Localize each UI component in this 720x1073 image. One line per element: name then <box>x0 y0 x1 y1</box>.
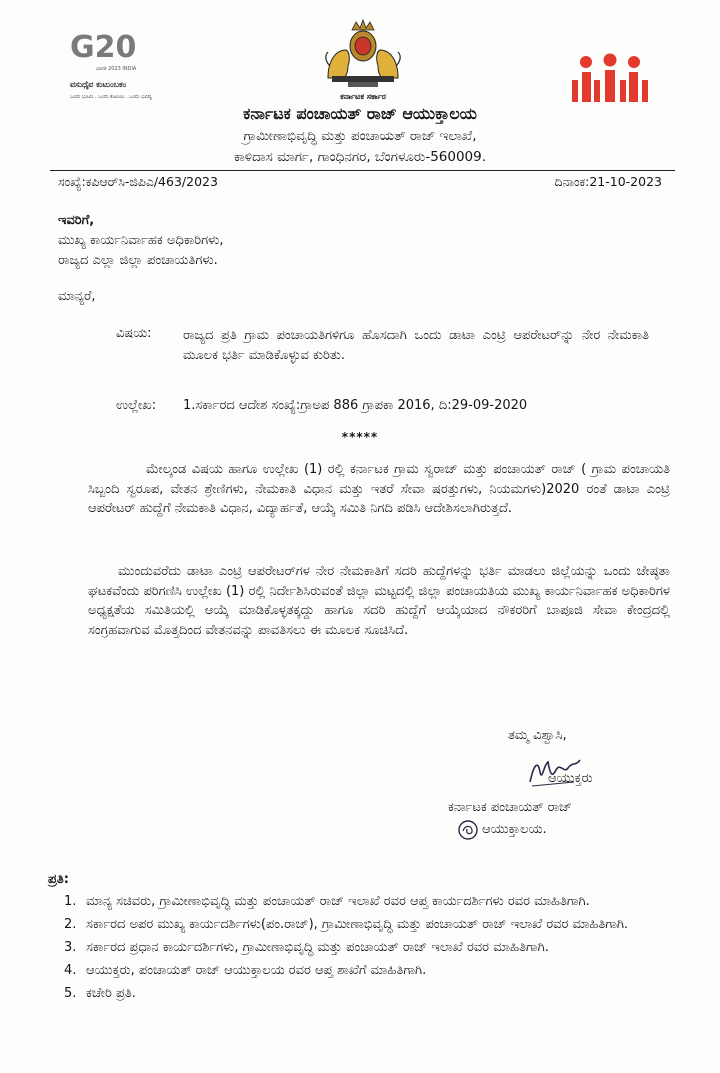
list-item-text: ಆಯುಕ್ತರು, ಪಂಚಾಯತ್ ರಾಜ್ ಆಯುಕ್ತಾಲಯ ರವರ ಆಪ್ತ ಶಾಖೆಗೆ ಮಾಹಿತಿಗಾಗಿ. <box>86 963 427 978</box>
list-item <box>48 984 673 1003</box>
list-item-number: 1. <box>64 894 77 909</box>
reference-label: ಉಲ್ಲೇಖ: <box>116 398 157 413</box>
body-paragraph-1: ಮೇಲ್ಕಂಡ ವಿಷಯ ಹಾಗೂ ಉಲ್ಲೇಖ (1) ರಲ್ಲಿ ಕರ್ನಾಟಕ ಗ್ರಾಮ ಸ್ವರಾಜ್ ಮತ್ತು ಪಂಚಾಯತ್ ರಾಜ್ ( ಗ್ರಾಮ ಪಂಚಾಯತಿ ಸಿಬ್ಬಂದಿ ಸ್ವರೂಪ, ವೇತನ ಶ್ರೇಣಿಗಳು, ನೇಮಕಾತಿ ವಿಧಾನ ಮತ್ತು ಇತರೆ ಸೇವಾ ಷರತ್ತುಗಳು, ನಿಯಮಗಳು)2020 ರಂತೆ ಡಾಟಾ ಎಂಟ್ರಿ ಆಪರೇಟರ್ ಹುದ್ದೆಗೆ ನೇಮಕಾತಿ ವಿಧಾನ, ವಿದ್ಯಾರ್ಹತೆ, ಆಯ್ಕೆ ಸಮಿತಿ ನಿಗದಿ ಪಡಿಸಿ ಆದೇಶಿಸಲಾಗಿರುತ್ತದೆ. <box>88 462 670 517</box>
list-item-number: 2. <box>64 917 77 932</box>
separator: ***** <box>341 430 379 444</box>
subject-label: ವಿಷಯ: <box>116 326 152 341</box>
list-item-text: ಮಾನ್ಯ ಸಚಿವರು, ಗ್ರಾಮೀಣಾಭಿವೃದ್ಧಿ ಮತ್ತು ಪಂಚಾಯತ್ ರಾಜ್ ಇಲಾಖೆ ರವರ ಆಪ್ತ ಕಾರ್ಯದರ್ಶಿಗಳು ರವರ ಮಾಹಿತಿಗಾಗಿ. <box>86 894 590 909</box>
list-item <box>48 961 673 980</box>
addressee-line-1: ಮುಖ್ಯ ಕಾರ್ಯನಿರ್ವಾಹಕ ಅಧಿಕಾರಿಗಳು, <box>58 233 224 248</box>
addressee-heading: ಇವರಿಗೆ, <box>58 213 95 228</box>
signatory-org-line-1: ಕರ್ನಾಟಕ ಪಂಚಾಯತ್ ರಾಜ್ <box>448 800 573 815</box>
office-address: ಕಾಳಿದಾಸ ಮಾರ್ಗ, ಗಾಂಧಿನಗರ, ಬೆಂಗಳೂರು-560009. <box>233 149 487 165</box>
g20-logo-block <box>70 32 180 114</box>
office-title: ಕರ್ನಾಟಕ ಪಂಚಾಯತ್ ರಾಜ್ ಆಯುಕ್ತಾಲಯ <box>243 104 477 123</box>
reference-number: ಸಂಖ್ಯೆ:ಕಪಿಆರ್‌ಸಿ-ಜಿಪಿಎ/463/2023 <box>58 174 218 189</box>
g20-logo: G20 <box>70 30 137 65</box>
g20-tagline: ವಸುಧೈವ ಕುಟುಂಬಕಂ <box>70 80 127 89</box>
list-item <box>48 892 673 911</box>
list-item <box>48 915 673 934</box>
list-item-text: ಸರ್ಕಾರದ ಅಪರ ಮುಖ್ಯ ಕಾರ್ಯದರ್ಶಿಗಳು(ಪಂ.ರಾಜ್), ಗ್ರಾಮೀಣಾಭಿವೃದ್ಧಿ ಮತ್ತು ಪಂಚಾಯತ್ ರಾಜ್ ಇಲಾಖೆ ರವರ ಮಾಹಿತಿಗಾಗಿ. <box>86 917 629 932</box>
signatory-org-line-2: ಆಯುಕ್ತಾಲಯ. <box>482 822 547 837</box>
list-item-number: 4. <box>64 963 77 978</box>
copies-heading: ಪ್ರತಿ: <box>48 872 69 887</box>
people-icon <box>570 52 650 108</box>
g20-sub-text: ಭಾರತ 2023 INDIA <box>96 66 137 72</box>
emblem-icon <box>318 16 408 94</box>
header-divider <box>50 170 675 171</box>
list-item-text: ಸರ್ಕಾರದ ಪ್ರಧಾನ ಕಾರ್ಯದರ್ಶಿಗಳು, ಗ್ರಾಮೀಣಾಭಿವೃದ್ಧಿ ಮತ್ತು ಪಂಚಾಯತ್ ರಾಜ್ ಇಲಾಖೆ ರವರ ಮಾಹಿತಿಗಾಗಿ. <box>86 940 549 955</box>
list-item-text: ಕಚೇರಿ ಪ್ರತಿ. <box>86 986 136 1001</box>
list-item-number: 3. <box>64 940 77 955</box>
department-name: ಗ್ರಾಮೀಣಾಭಿವೃದ್ಧಿ ಮತ್ತು ಪಂಚಾಯತ್ ರಾಜ್ ಇಲಾಖೆ, <box>243 128 477 144</box>
body-paragraph-2: ಮುಂದುವರೆದು ಡಾಟಾ ಎಂಟ್ರಿ ಆಪರೇಟರ್‌ಗಳ ನೇರ ನೇಮಕಾತಿಗೆ ಸದರಿ ಹುದ್ದೆಗಳನ್ನು ಭರ್ತಿ ಮಾಡಲು ಜಿಲ್ಲೆಯನ್ನು ಒಂದು ಜೇಷ್ಠತಾ ಘಟಕವೆಂದು ಪರಿಗಣಿಸಿ ಉಲ್ಲೇಖ (1) ರಲ್ಲಿ ನಿರ್ದೇಶಿಸಿರುವಂತೆ ಜಿಲ್ಲಾ ಮಟ್ಟದಲ್ಲಿ ಜಿಲ್ಲಾ ಪಂಚಾಯತಿಯ ಮುಖ್ಯ ಕಾರ್ಯನಿರ್ವಾಹಕ ಅಧಿಕಾರಿಗಳ ಅಧ್ಯಕ್ಷತೆಯ ಸಮಿತಿಯಲ್ಲಿ ಆಯ್ಕೆ ಮಾಡಿಕೊಳ್ಳತಕ್ಕದ್ದು ಹಾಗೂ ಸದರಿ ಹುದ್ದೆಗೆ ಆಯ್ಕೆಯಾದ ನೌಕರರಿಗೆ ಬಾಪೂಜಿ ಸೇವಾ ಕೇಂದ್ರದಲ್ಲಿ ಸಂಗ್ರಹವಾಗುವ ಮೊತ್ತದಿಂದ ವೇತನವನ್ನು ಪಾವತಿಸಲು ಈ ಮೂಲಕ ಸೂಚಿಸಿದೆ. <box>88 564 670 638</box>
initial-stamp-icon <box>455 817 481 843</box>
g20-tagline-sub: ಒಂದು ಭೂಮಿ . ಒಂದು ಕುಟುಂಬ . ಒಂದು ಭವಿಷ್ಯ <box>70 94 152 100</box>
salutation: ಮಾನ್ಯರೆ, <box>58 289 96 304</box>
reference-date: ದಿನಾಂಕ:21-10-2023 <box>554 174 662 189</box>
signatory-title: ಆಯುಕ್ತರು <box>548 771 593 786</box>
addressee-line-2: ರಾಜ್ಯದ ಎಲ್ಲಾ ಜಿಲ್ಲಾ ಪಂಚಾಯತಿಗಳು. <box>58 253 218 268</box>
copies-list <box>48 892 673 1007</box>
people-logo <box>570 52 650 108</box>
state-emblem <box>318 16 408 106</box>
closing: ತಮ್ಮ ವಿಶ್ವಾಸಿ, <box>508 728 567 743</box>
reference-text: 1.ಸರ್ಕಾರದ ಆದೇಶ ಸಂಖ್ಯೆ:ಗ್ರಾಅಪ 886 ಗ್ರಾಪಕಾ 2016, ದಿ:29-09-2020 <box>183 398 528 413</box>
list-item-number: 5. <box>64 986 77 1001</box>
subject-text: ರಾಜ್ಯದ ಪ್ರತಿ ಗ್ರಾಮ ಪಂಚಾಯತಿಗಳಿಗೂ ಹೊಸದಾಗಿ ಒಂದು ಡಾಟಾ ಎಂಟ್ರಿ ಆಪರೇಟರ್‌ನ್ನು ನೇರ ನೇಮಕಾತಿ ಮೂಲಕ ಭರ್ತಿ ಮಾಡಿಕೊಳ್ಳುವ ಕುರಿತು. <box>183 328 649 363</box>
list-item <box>48 938 673 957</box>
emblem-label: ಕರ್ನಾಟಕ ಸರ್ಕಾರ <box>340 92 386 101</box>
